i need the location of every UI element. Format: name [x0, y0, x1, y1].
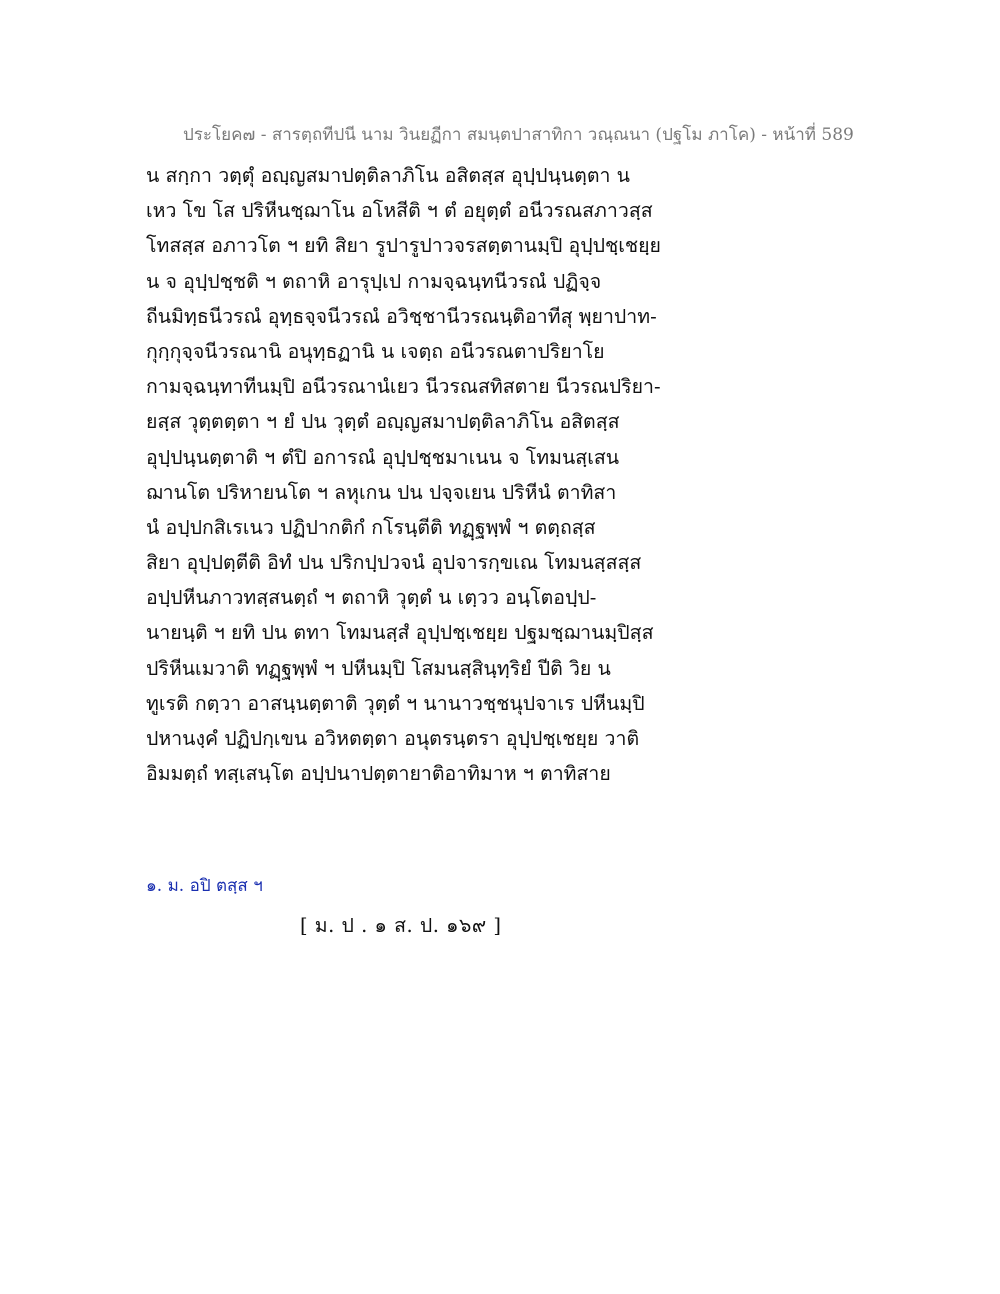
text-line: กามจฺฉนฺทาทีนมฺปิ อนีวรณานํเยว นีวรณสทิสตาย นีวรณปริยา- [146, 375, 661, 399]
running-header: ประโยค๗ - สารตฺถทีปนี นาม วินยฏีกา สมนฺตปาสาทิกา วณฺณนา (ปฐโม ภาโค) - หน้าที่ 589 [183, 125, 854, 145]
text-line: ปริหีนเมวาติ ทฏฺฐพฺพํ ฯ ปหีนมฺปิ โสมนสฺสินฺทฺริยํ ปีติ วิย น [146, 656, 611, 680]
text-line: อปฺปหีนภาวทสฺสนตฺถํ ฯ ตถาหิ วุตฺตํ น เตฺวว อนฺโตอปฺป- [146, 586, 597, 610]
text-line: ปหานงฺคํ ปฏิปกฺเขน อวิหตตฺตา อนุตรนฺตรา อุปฺปชฺเชยฺย วาติ [146, 727, 640, 750]
text-line: เหว โข โส ปริหีนชฺฌาโน อโหสีติ ฯ ตํ อยุตฺตํ อนีวรณสภาวสฺส [146, 199, 653, 223]
text-line: น สกฺกา วตฺตุํ อญฺญสมาปตฺติลาภิโน อสิตสฺส อุปฺปนฺนตฺตา น [146, 164, 630, 187]
text-line: ทูเรติ กตฺวา อาสนฺนตฺตาติ วุตฺตํ ฯ นานาวชฺชนุปจาเร ปหีนมฺปิ [146, 691, 645, 715]
text-line: ถีนมิทฺธนีวรณํ อุทฺธจฺจนีวรณํ อวิชฺชานีวรณนฺติอาทีสุ พฺยาปาท- [146, 304, 657, 328]
text-line: นายนฺติ ฯ ยทิ ปน ตทา โทมนสฺสํ อุปฺปชฺเชยฺย ปฐมชฺฌานมฺปิสฺส [146, 621, 654, 645]
text-line: น จ อุปฺปชฺชติ ฯ ตถาหิ อารุปฺเป กามจฺฉนฺทนีวรณํ ปฏิจฺจ [146, 269, 602, 293]
text-line: นํ อปฺปกสิเรเนว ปฏิปากติกํ กโรนฺตีติ ทฏฺฐพฺพํ ฯ ตตฺถสฺส [146, 515, 596, 539]
main-text [146, 158, 686, 791]
text-line: อุปฺปนฺนตฺตาติ ฯ ตํปิ อการณํ อุปฺปชฺชมาเนน จ โทมนสฺเสน [146, 445, 620, 469]
text-line: อิมมตฺถํ ทสฺเสนฺโต อปฺปนาปตฺตายาติอาทิมาห ฯ ตาทิสาย [146, 762, 611, 786]
text-line: กุกฺกุจฺจนีวรณานิ อนุทฺธฏานิ น เจตฺถ อนีวรณตาปริยาโย [146, 339, 605, 363]
text-line: ยสฺส วุตฺตตฺตา ฯ ยํ ปน วุตฺตํ อญฺญสมาปตฺติลาภิโน อสิตสฺส [146, 410, 620, 434]
text-line: สิยา อุปฺปตฺตีติ อิทํ ปน ปริกปฺปวจนํ อุปจารกฺขเณ โทมนสฺสสฺส [146, 551, 642, 575]
footnote: ๑. ม. อปิ ตสฺส ฯ [146, 876, 263, 896]
text-line: ฌานโต ปริหายนโต ฯ ลหุเกน ปน ปจฺจเยน ปริหีนํ ตาทิสา [146, 480, 617, 504]
page-reference: [ ม. ป . ๑ ส. ป. ๑๖๙ ] [300, 914, 502, 937]
text-line: โทสสฺส อภาวโต ฯ ยทิ สิยา รูปารูปาวจรสตฺตานมฺปิ อุปฺปชฺเชยฺย [146, 234, 661, 258]
